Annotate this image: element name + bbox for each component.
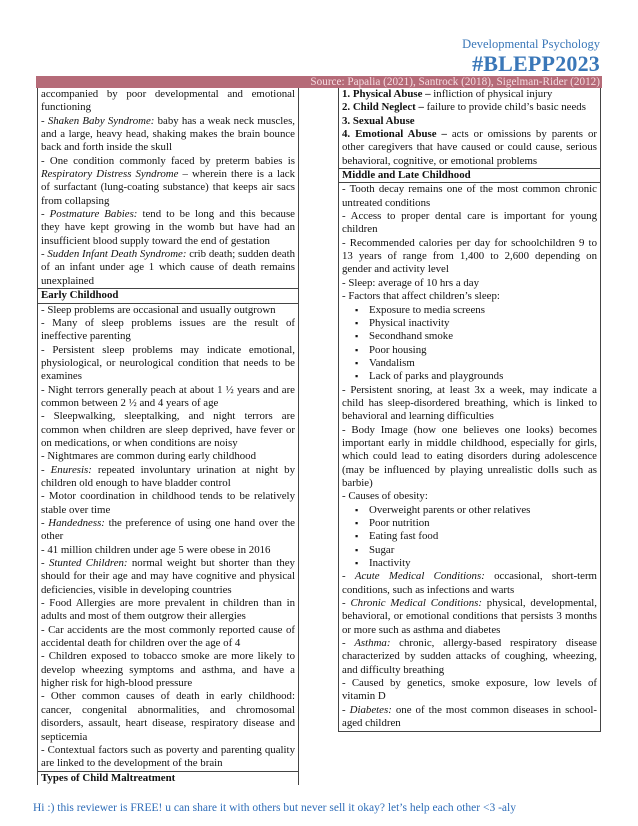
paragraph — [339, 101, 600, 114]
definition: one of the most common diseases in school-aged children — [342, 703, 597, 730]
paragraph: - Many of sleep problems issues are the result of ineffective parenting — [41, 316, 295, 343]
paragraph: - Recommended calories per day for schoolchildren 9 to 13 years of range from 1,400 to 2,600 depending on gender and activity level — [342, 236, 597, 276]
paragraph: - Nightmares are common during early childhood — [41, 450, 257, 463]
paragraph: - 41 million children under age 5 were obese in 2016 — [41, 543, 271, 556]
paragraph: - Factors that affect children’s sleep: — [342, 290, 500, 303]
paragraph: - Tooth decay remains one of the most common chronic untreated conditions — [339, 182, 600, 210]
definition: failure to provide child’s basic needs — [423, 101, 586, 114]
list-item: ▪ Secondhand smoke — [369, 330, 597, 343]
paragraph: - Acute Medical Conditions: occasional, short-term conditions, such as infections and warts — [342, 570, 597, 596]
left-column — [37, 88, 299, 785]
list-item: ▪ Poor housing — [369, 344, 597, 357]
paragraph: - Diabetes: one of the most common diseases in school-aged children — [342, 703, 597, 730]
hashtag-title: #BLEPP2023 — [472, 51, 600, 76]
paragraph: - Causes of obesity: — [342, 490, 428, 503]
definition: normal weight but shorter than they should for their age and may have cognitive and physical deficiencies, visible in developing countries — [41, 557, 295, 596]
paragraph: - Persistent snoring, at least 3x a week, may indicate a child has sleep-disordered breathing, which is linked to behavioral and learning difficulties — [342, 383, 597, 423]
term: Asthma: — [354, 637, 391, 650]
list-item: ▪ Physical inactivity — [369, 317, 597, 330]
paragraph: - Sleep: average of 10 hrs a day — [342, 276, 479, 289]
definition: physical, developmental, behavioral, or emotional conditions that persists 3 months or more such as asthma and diabetes — [342, 597, 597, 636]
paragraph: - Postmature Babies: tend to be long and this because they have kept growing in the womb but have had an insufficient blood supply toward the end of gestation — [41, 208, 295, 247]
term: Postmature Babies: — [49, 208, 138, 221]
definition: the preference of using one hand over the other — [41, 517, 295, 543]
paragraph: - Body Image (how one believes one looks) becomes important early in middle childhood, especially for girls, which could lead to eating disorders during adolescence (may be influenced by playing unrealistic dolls such as barbie) — [342, 423, 597, 489]
term: 3. Sexual Abuse — [342, 114, 415, 127]
section-heading-middle-childhood: Middle and Late Childhood — [339, 168, 600, 182]
term: Shaken Baby Syndrome: — [47, 114, 155, 127]
sleep-factors-list — [339, 304, 600, 384]
paragraph: - Other common causes of death in early childhood: cancer, congenital abnormalities, and chromosomal disorders, assault, heart disease, respiratory disease and septicemia — [41, 690, 295, 743]
definition: occasional, short-term conditions, such as infections and warts — [342, 570, 597, 596]
paragraph: - Sleepwalking, sleeptalking, and night terrors are common when children are sleep deprived, have fever or on medications, or when conditions are noisy — [41, 410, 295, 449]
section-heading-maltreatment: Types of Child Maltreatment — [38, 771, 298, 785]
paragraph: accompanied by poor developmental and emotional functioning — [41, 88, 295, 114]
definition: chronic, allergy-based respiratory disease characterized by sudden attacks of coughing, wheezing, and difficulty breathing — [342, 637, 597, 676]
section-heading-early-childhood: Early Childhood — [38, 288, 298, 302]
definition: acts or omissions by parents or other caregivers that have caused or could cause, serious behavioral, cognitive, or emotional problems — [342, 128, 598, 167]
paragraph: - Enuresis: repeated involuntary urination at night by children old enough to have bladder control — [41, 463, 295, 489]
paragraph: - Children exposed to tobacco smoke are more likely to develop wheezing symptoms and asthma, and have a higher risk for high-blood pressure — [41, 650, 295, 690]
paragraph: - Night terrors generally peach at about 1 ½ years and are common between 2 ½ and 4 years of age — [41, 383, 295, 409]
footer-note: Hi :) this reviewer is FREE! u can share it with others but never sell it okay? let’s help each other <3 -aly — [33, 802, 516, 814]
term: Handedness: — [48, 517, 105, 529]
term: 1. Physical Abuse – — [342, 88, 431, 100]
term: 2. Child Neglect – — [342, 101, 424, 114]
paragraph: - Handedness: the preference of using one hand over the other — [41, 517, 295, 543]
term: Stunted Children: — [48, 557, 128, 570]
term: Diabetes: — [349, 703, 392, 716]
definition: tend to be long and this because they have kept growing in the womb but have had an insufficient blood supply toward the end of gestation — [41, 208, 295, 247]
paragraph — [38, 155, 298, 208]
term: Respiratory Distress Syndrome — [41, 168, 179, 181]
paragraph: - Food Allergies are more prevalent in children than in adults and most of them outgrow their allergies — [41, 597, 295, 623]
paragraph: - Asthma: chronic, allergy-based respiratory disease characterized by sudden attacks of coughing, wheezing, and difficulty breathing — [342, 637, 597, 676]
paragraph — [339, 115, 600, 128]
right-column — [338, 88, 601, 732]
list-item: ▪ Vandalism — [369, 357, 597, 370]
term: Sudden Infant Death Syndrome: — [47, 248, 187, 261]
list-item: ▪ Poor nutrition — [369, 517, 597, 530]
definition: baby has a weak neck muscles, and a large, heavy head, shaking makes the brain bounce back and forth inside the skull — [41, 114, 296, 154]
paragraph: - Car accidents are the most commonly reported cause of accidental death for children over the age of 4 — [41, 623, 295, 650]
paragraph: - Contextual factors such as poverty and parenting quality are linked to the development of the brain — [41, 743, 295, 770]
paragraph: - Chronic Medical Conditions: physical, developmental, behavioral, or emotional conditions that persists 3 months or more such as asthma and diabetes — [342, 597, 597, 636]
list-item: ▪ Exposure to media screens — [369, 304, 597, 317]
list-item: ▪ Overweight parents or other relatives — [369, 504, 597, 517]
paragraph: - Sudden Infant Death Syndrome: crib death; sudden death of an infant under age 1 which cause of death remains unexplained — [41, 248, 296, 287]
term: Enuresis: — [50, 463, 92, 476]
list-item: ▪ Inactivity — [369, 557, 597, 570]
term: 4. Emotional Abuse – — [342, 128, 447, 141]
paragraph — [339, 128, 600, 168]
source-bar: Source: Papalia (2021), Santrock (2018), Sigelman-Rider (2012) — [36, 76, 602, 88]
list-item: ▪ Sugar — [369, 544, 597, 557]
definition: – wherein there is a lack of surfactant (lung-coating substance) that keeps air sacs from collapsing — [41, 168, 295, 207]
paragraph: - Motor coordination in childhood tends to be relatively stable over time — [41, 490, 295, 516]
paragraph: - Access to proper dental care is important for young children — [342, 210, 597, 236]
paragraph: - Caused by genetics, smoke exposure, low levels of vitamin D — [342, 677, 597, 703]
definition: repeated involuntary urination at night by children old enough to have bladder control — [41, 463, 295, 489]
paragraph: - Stunted Children: normal weight but shorter than they should for their age and may have cognitive and physical deficiencies, visible in developing countries — [41, 557, 295, 596]
definition: infliction of physical injury — [430, 88, 553, 100]
list-item: ▪ Lack of parks and playgrounds — [369, 370, 597, 383]
term: Acute Medical Conditions: — [354, 570, 485, 583]
list-item: ▪ Eating fast food — [369, 530, 597, 543]
paragraph: - Shaken Baby Syndrome: baby has a weak neck muscles, and a large, heavy head, shaking makes the brain bounce back and forth inside the skull — [41, 114, 296, 154]
obesity-causes-list — [339, 504, 600, 571]
text: - One condition commonly faced by preterm babies is — [41, 154, 295, 167]
term: Chronic Medical Conditions: — [350, 597, 482, 610]
definition: crib death; sudden death of an infant under age 1 which cause of death remains unexplained — [41, 248, 296, 287]
paragraph: - Sleep problems are occasional and usually outgrown — [38, 303, 298, 317]
subject-title: Developmental Psychology — [462, 37, 600, 51]
paragraph: - Persistent sleep problems may indicate emotional, physiological, or neurological condition that needs to be examines — [41, 343, 295, 383]
paragraph — [339, 88, 600, 101]
